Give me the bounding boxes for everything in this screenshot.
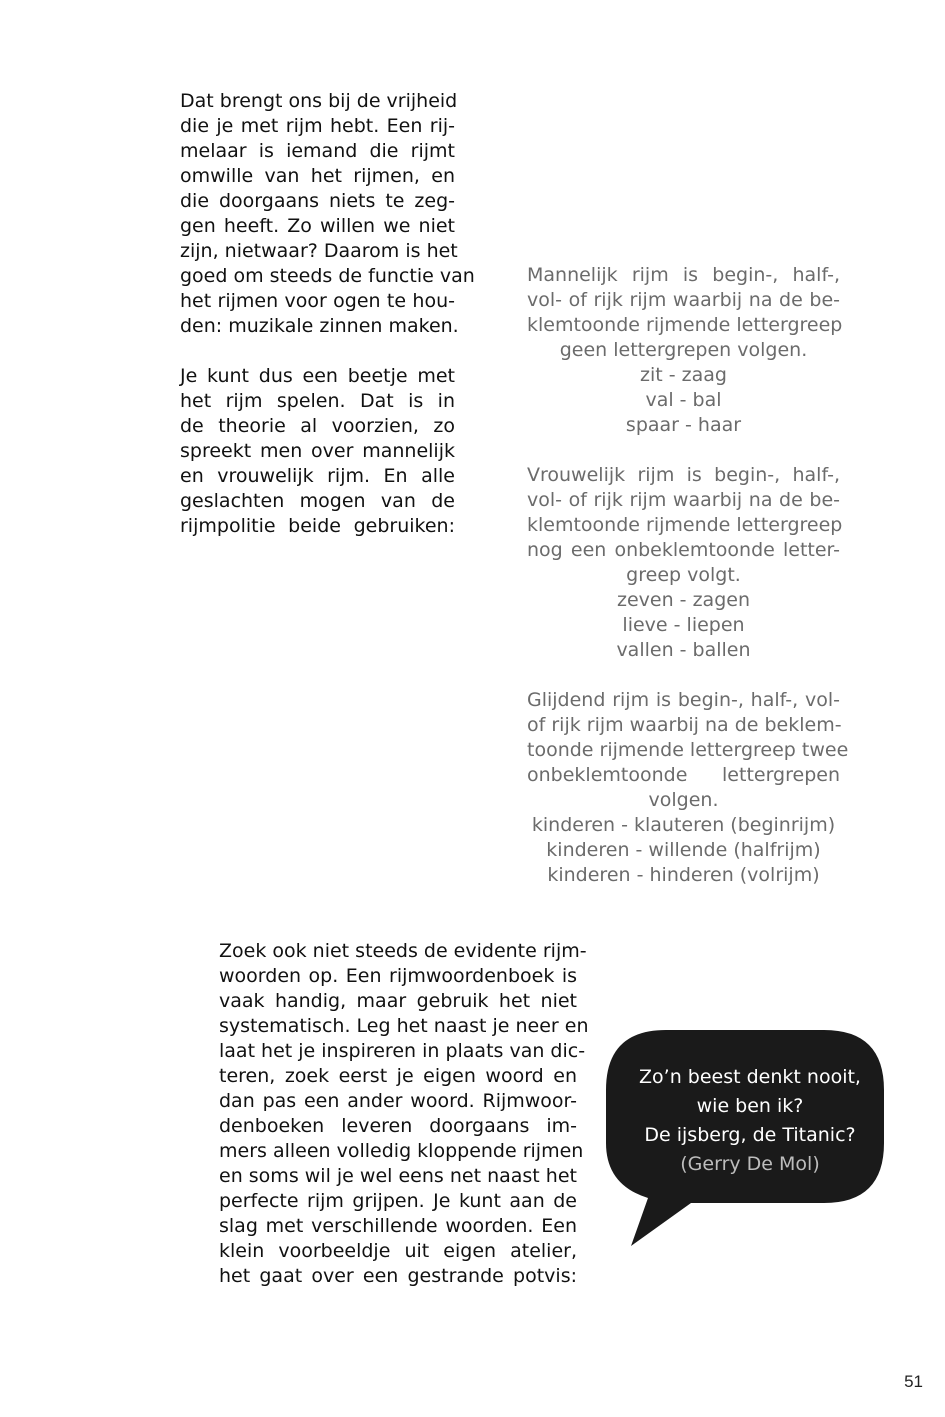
text-line: het rijmen voor ogen te hou- bbox=[180, 290, 455, 312]
definition-line: nog een onbeklemtoonde letter- bbox=[527, 539, 840, 561]
definition-last-line: geen lettergrepen volgen. bbox=[559, 339, 808, 361]
rhyme-example: zit - zaag bbox=[640, 364, 727, 386]
text-line: en soms wil je wel eens net naast het bbox=[219, 1165, 577, 1187]
text-line: die doorgaans niets te zeg- bbox=[180, 190, 455, 212]
text-line: mers alleen volledig kloppende rijmen bbox=[219, 1140, 584, 1162]
text-line: omwille van het rijmen, en bbox=[180, 165, 455, 187]
definition-gliding-rhyme bbox=[527, 688, 849, 888]
text-line: systematisch. Leg het naast je neer en bbox=[219, 1015, 589, 1037]
text-line: slag met verschillende woorden. Een bbox=[219, 1215, 577, 1237]
text-line: vaak handig, maar gebruik het niet bbox=[219, 990, 577, 1012]
text-line: het rijm spelen. Dat is in bbox=[180, 390, 455, 412]
rhyme-play-paragraph bbox=[180, 364, 455, 539]
definition-line: vol- of rijk rijm waarbij na de be- bbox=[527, 289, 840, 311]
rhyme-example: kinderen - willende (halfrijm) bbox=[546, 839, 821, 861]
rhyme-example: val - bal bbox=[645, 389, 722, 411]
definition-last-line: greep volgt. bbox=[626, 564, 741, 586]
page-number: 51 bbox=[904, 1372, 923, 1391]
rhyme-example: kinderen - klauteren (beginrijm) bbox=[531, 814, 836, 836]
text-line: den: muzikale zinnen maken. bbox=[180, 315, 459, 337]
definition-last-line: volgen. bbox=[648, 789, 719, 811]
text-line: rijmpolitie beide gebruiken: bbox=[180, 515, 455, 537]
definition-line: of rijk rijm waarbij na de beklem- bbox=[527, 714, 842, 736]
quote-speech-bubble bbox=[606, 1030, 884, 1250]
rhyme-dictionary-paragraph bbox=[219, 939, 589, 1289]
definition-line: toonde rijmende lettergreep twee bbox=[527, 739, 849, 761]
text-line: het gaat over een gestrande potvis: bbox=[219, 1265, 577, 1287]
text-line: spreekt men over mannelijk bbox=[180, 440, 455, 462]
text-line: klein voorbeeldje uit eigen atelier, bbox=[219, 1240, 577, 1262]
text-line: laat het je inspireren in plaats van dic- bbox=[219, 1040, 586, 1062]
definition-feminine-rhyme bbox=[527, 463, 843, 663]
rhyme-example: kinderen - hinderen (volrijm) bbox=[547, 864, 820, 886]
text-line: gen heeft. Zo willen we niet bbox=[180, 215, 455, 237]
quote-line: De ijsberg, de Titanic? bbox=[644, 1124, 856, 1146]
text-line: Zoek ook niet steeds de evidente rijm- bbox=[219, 940, 587, 962]
text-line: dan pas een ander woord. Rijmwoor- bbox=[219, 1090, 577, 1112]
definition-line: onbeklemtoonde lettergrepen bbox=[527, 764, 840, 786]
definition-line: Glijdend rijm is begin-, half-, vol- bbox=[527, 689, 840, 711]
rhyme-example: spaar - haar bbox=[625, 414, 742, 436]
rhyme-example: vallen - ballen bbox=[616, 639, 751, 661]
text-line: Je kunt dus een beetje met bbox=[180, 365, 455, 387]
quote-line: Zo’n beest denkt nooit, bbox=[639, 1066, 861, 1088]
text-line: Dat brengt ons bij de vrijheid bbox=[180, 90, 458, 112]
quote-line: wie ben ik? bbox=[696, 1095, 804, 1117]
text-line: denboeken leveren doorgaans im- bbox=[219, 1115, 577, 1137]
text-line: geslachten mogen van de bbox=[180, 490, 455, 512]
definition-line: Mannelijk rijm is begin-, half-, bbox=[527, 264, 840, 286]
text-line: woorden op. Een rijmwoordenboek is bbox=[219, 965, 577, 987]
quote-author: (Gerry De Mol) bbox=[680, 1153, 820, 1175]
text-line: en vrouwelijk rijm. En alle bbox=[180, 465, 455, 487]
quote-text bbox=[616, 1063, 884, 1179]
intro-paragraph bbox=[180, 89, 475, 339]
rhyme-example: zeven - zagen bbox=[617, 589, 750, 611]
definition-masculine-rhyme bbox=[527, 263, 843, 438]
definition-line: klemtoonde rijmende lettergreep bbox=[527, 514, 843, 536]
text-line: perfecte rijm grijpen. Je kunt aan de bbox=[219, 1190, 577, 1212]
text-line: goed om steeds de functie van bbox=[180, 265, 475, 287]
text-line: melaar is iemand die rijmt bbox=[180, 140, 455, 162]
definition-line: klemtoonde rijmende lettergreep bbox=[527, 314, 843, 336]
text-line: die je met rijm hebt. Een rij- bbox=[180, 115, 455, 137]
definition-line: vol- of rijk rijm waarbij na de be- bbox=[527, 489, 840, 511]
text-line: de theorie al voorzien, zo bbox=[180, 415, 455, 437]
definition-line: Vrouwelijk rijm is begin-, half-, bbox=[527, 464, 840, 486]
text-line: zijn, nietwaar? Daarom is het bbox=[180, 240, 458, 262]
text-line: teren, zoek eerst je eigen woord en bbox=[219, 1065, 577, 1087]
rhyme-example: lieve - liepen bbox=[622, 614, 745, 636]
